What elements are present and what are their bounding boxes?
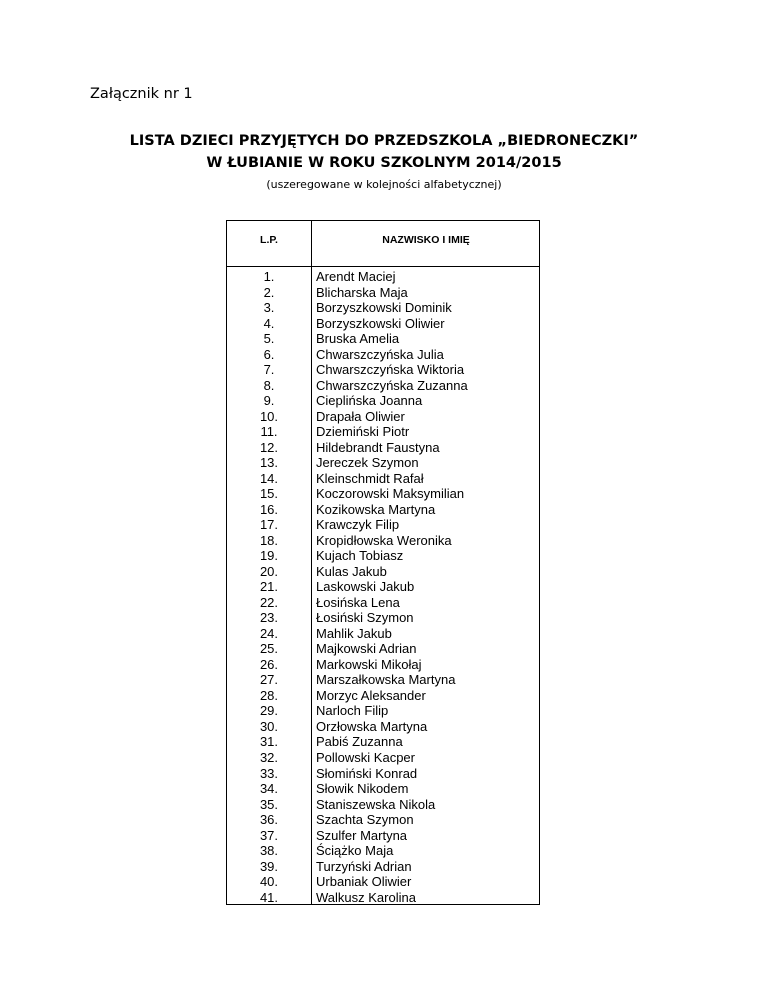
table-body (227, 269, 539, 905)
row-number: 16. (259, 501, 279, 517)
child-name: Chwarszczyńska Julia (316, 346, 444, 362)
child-name: Ściążko Maja (316, 843, 394, 859)
table-row (227, 331, 539, 347)
child-name: Kozikowska Martyna (316, 501, 436, 517)
table-row (227, 409, 539, 425)
table-row (227, 688, 539, 704)
table-row (227, 626, 539, 642)
table-row (227, 672, 539, 688)
child-name: Kleinschmidt Rafał (316, 470, 424, 486)
child-name: Hildebrandt Faustyna (316, 439, 440, 455)
document-title-line2: W ŁUBIANIE W ROKU SZKOLNYM 2014/2015 (206, 155, 562, 171)
child-name: Urbaniak Oliwier (316, 874, 412, 890)
row-number: 4. (263, 315, 275, 331)
child-name: Koczorowski Maksymilian (316, 486, 465, 502)
child-name: Łosiński Szymon (316, 610, 414, 626)
document-title-line1: LISTA DZIECI PRZYJĘTYCH DO PRZEDSZKOLA „BIEDRONECZKI” (129, 133, 639, 149)
row-number: 35. (259, 796, 279, 812)
table-row (227, 269, 539, 285)
child-name: Blicharska Maja (316, 284, 408, 300)
row-number: 32. (259, 749, 279, 765)
table-row (227, 471, 539, 487)
row-number: 24. (259, 625, 279, 641)
child-name: Szulfer Martyna (316, 827, 408, 843)
table-row (227, 440, 539, 456)
table-row (227, 641, 539, 657)
table-row (227, 719, 539, 735)
row-number: 8. (263, 377, 275, 393)
child-name: Markowski Mikołaj (316, 656, 422, 672)
table-row (227, 797, 539, 813)
table-row (227, 347, 539, 363)
row-number: 41. (259, 889, 279, 905)
table-row (227, 378, 539, 394)
header-name: NAZWISKO I IMIĘ (382, 234, 470, 246)
child-name: Laskowski Jakub (316, 579, 415, 595)
child-name: Morzyc Aleksander (316, 687, 426, 703)
table-row (227, 859, 539, 875)
row-number: 30. (259, 718, 279, 734)
table-row (227, 828, 539, 844)
row-number: 31. (259, 734, 279, 750)
row-number: 7. (263, 362, 275, 378)
child-name: Marszałkowska Martyna (316, 672, 456, 688)
table-row (227, 874, 539, 890)
child-name: Mahlik Jakub (316, 625, 392, 641)
table-row (227, 285, 539, 301)
row-number: 10. (259, 408, 279, 424)
table-row (227, 564, 539, 580)
child-name: Łosińska Lena (316, 594, 400, 610)
annex-label: Załącznik nr 1 (90, 86, 193, 102)
row-number: 28. (259, 687, 279, 703)
table-row (227, 424, 539, 440)
table-row (227, 486, 539, 502)
table-row (227, 393, 539, 409)
table-row (227, 517, 539, 533)
row-number: 36. (259, 812, 279, 828)
row-number: 1. (263, 269, 275, 284)
row-number: 3. (263, 300, 275, 316)
row-number: 17. (259, 517, 279, 533)
child-name: Turzyński Adrian (316, 858, 412, 874)
table-row (227, 300, 539, 316)
row-number: 13. (259, 455, 279, 471)
table-row (227, 781, 539, 797)
row-number: 5. (263, 331, 275, 347)
child-name: Borzyszkowski Oliwier (316, 315, 445, 331)
row-number: 2. (263, 284, 275, 300)
row-number: 11. (260, 424, 278, 440)
child-name: Kropidłowska Weronika (316, 532, 452, 548)
row-number: 12. (259, 439, 279, 455)
child-name: Słowik Nikodem (316, 781, 409, 797)
child-name: Majkowski Adrian (316, 641, 417, 657)
row-number: 29. (259, 703, 279, 719)
child-name: Krawczyk Filip (316, 517, 400, 533)
table-row (227, 362, 539, 378)
child-name: Pabiś Zuzanna (316, 734, 403, 750)
table-row (227, 750, 539, 766)
table-row (227, 579, 539, 595)
table-row (227, 502, 539, 518)
child-name: Bruska Amelia (316, 331, 400, 347)
table-row (227, 843, 539, 859)
header-divider (227, 266, 539, 267)
table-row (227, 455, 539, 471)
child-name: Borzyszkowski Dominik (316, 300, 452, 316)
row-number: 14. (259, 470, 279, 486)
child-name: Jereczek Szymon (316, 455, 419, 471)
row-number: 40. (259, 874, 279, 890)
document-subtitle: (uszeregowane w kolejności alfabetycznej) (266, 178, 502, 191)
table-row (227, 595, 539, 611)
child-name: Chwarszczyńska Zuzanna (316, 377, 468, 393)
child-name: Chwarszczyńska Wiktoria (316, 362, 465, 378)
row-number: 25. (259, 641, 279, 657)
child-name: Kulas Jakub (316, 563, 387, 579)
table-row (227, 316, 539, 332)
child-name: Staniszewska Nikola (316, 796, 436, 812)
header-lp: L.P. (260, 234, 278, 246)
table-row (227, 548, 539, 564)
table-row (227, 703, 539, 719)
row-number: 23. (259, 610, 279, 626)
child-name: Cieplińska Joanna (316, 393, 423, 409)
row-number: 9. (263, 393, 275, 409)
table-row (227, 734, 539, 750)
child-name: Drapała Oliwier (316, 408, 405, 424)
row-number: 26. (259, 656, 279, 672)
child-name: Arendt Maciej (316, 269, 396, 284)
row-number: 39. (259, 858, 279, 874)
row-number: 20. (259, 563, 279, 579)
row-number: 38. (259, 843, 279, 859)
child-name: Pollowski Kacper (316, 749, 415, 765)
table-row (227, 890, 539, 906)
row-number: 18. (259, 532, 279, 548)
child-name: Narloch Filip (316, 703, 389, 719)
row-number: 21. (259, 579, 279, 595)
row-number: 34. (259, 781, 279, 797)
table-row (227, 812, 539, 828)
table-row (227, 766, 539, 782)
row-number: 27. (259, 672, 279, 688)
table-row (227, 657, 539, 673)
children-table (226, 220, 540, 905)
child-name: Walkusz Karolina (316, 889, 416, 905)
child-name: Orzłowska Martyna (316, 718, 428, 734)
child-name: Szachta Szymon (316, 812, 414, 828)
child-name: Słomiński Konrad (316, 765, 418, 781)
row-number: 6. (263, 346, 275, 362)
child-name: Dziemiński Piotr (316, 424, 410, 440)
child-name: Kujach Tobiasz (316, 548, 404, 564)
row-number: 19. (259, 548, 279, 564)
row-number: 37. (259, 827, 279, 843)
table-row (227, 610, 539, 626)
row-number: 33. (259, 765, 279, 781)
row-number: 22. (259, 594, 279, 610)
table-row (227, 533, 539, 549)
row-number: 15. (259, 486, 279, 502)
